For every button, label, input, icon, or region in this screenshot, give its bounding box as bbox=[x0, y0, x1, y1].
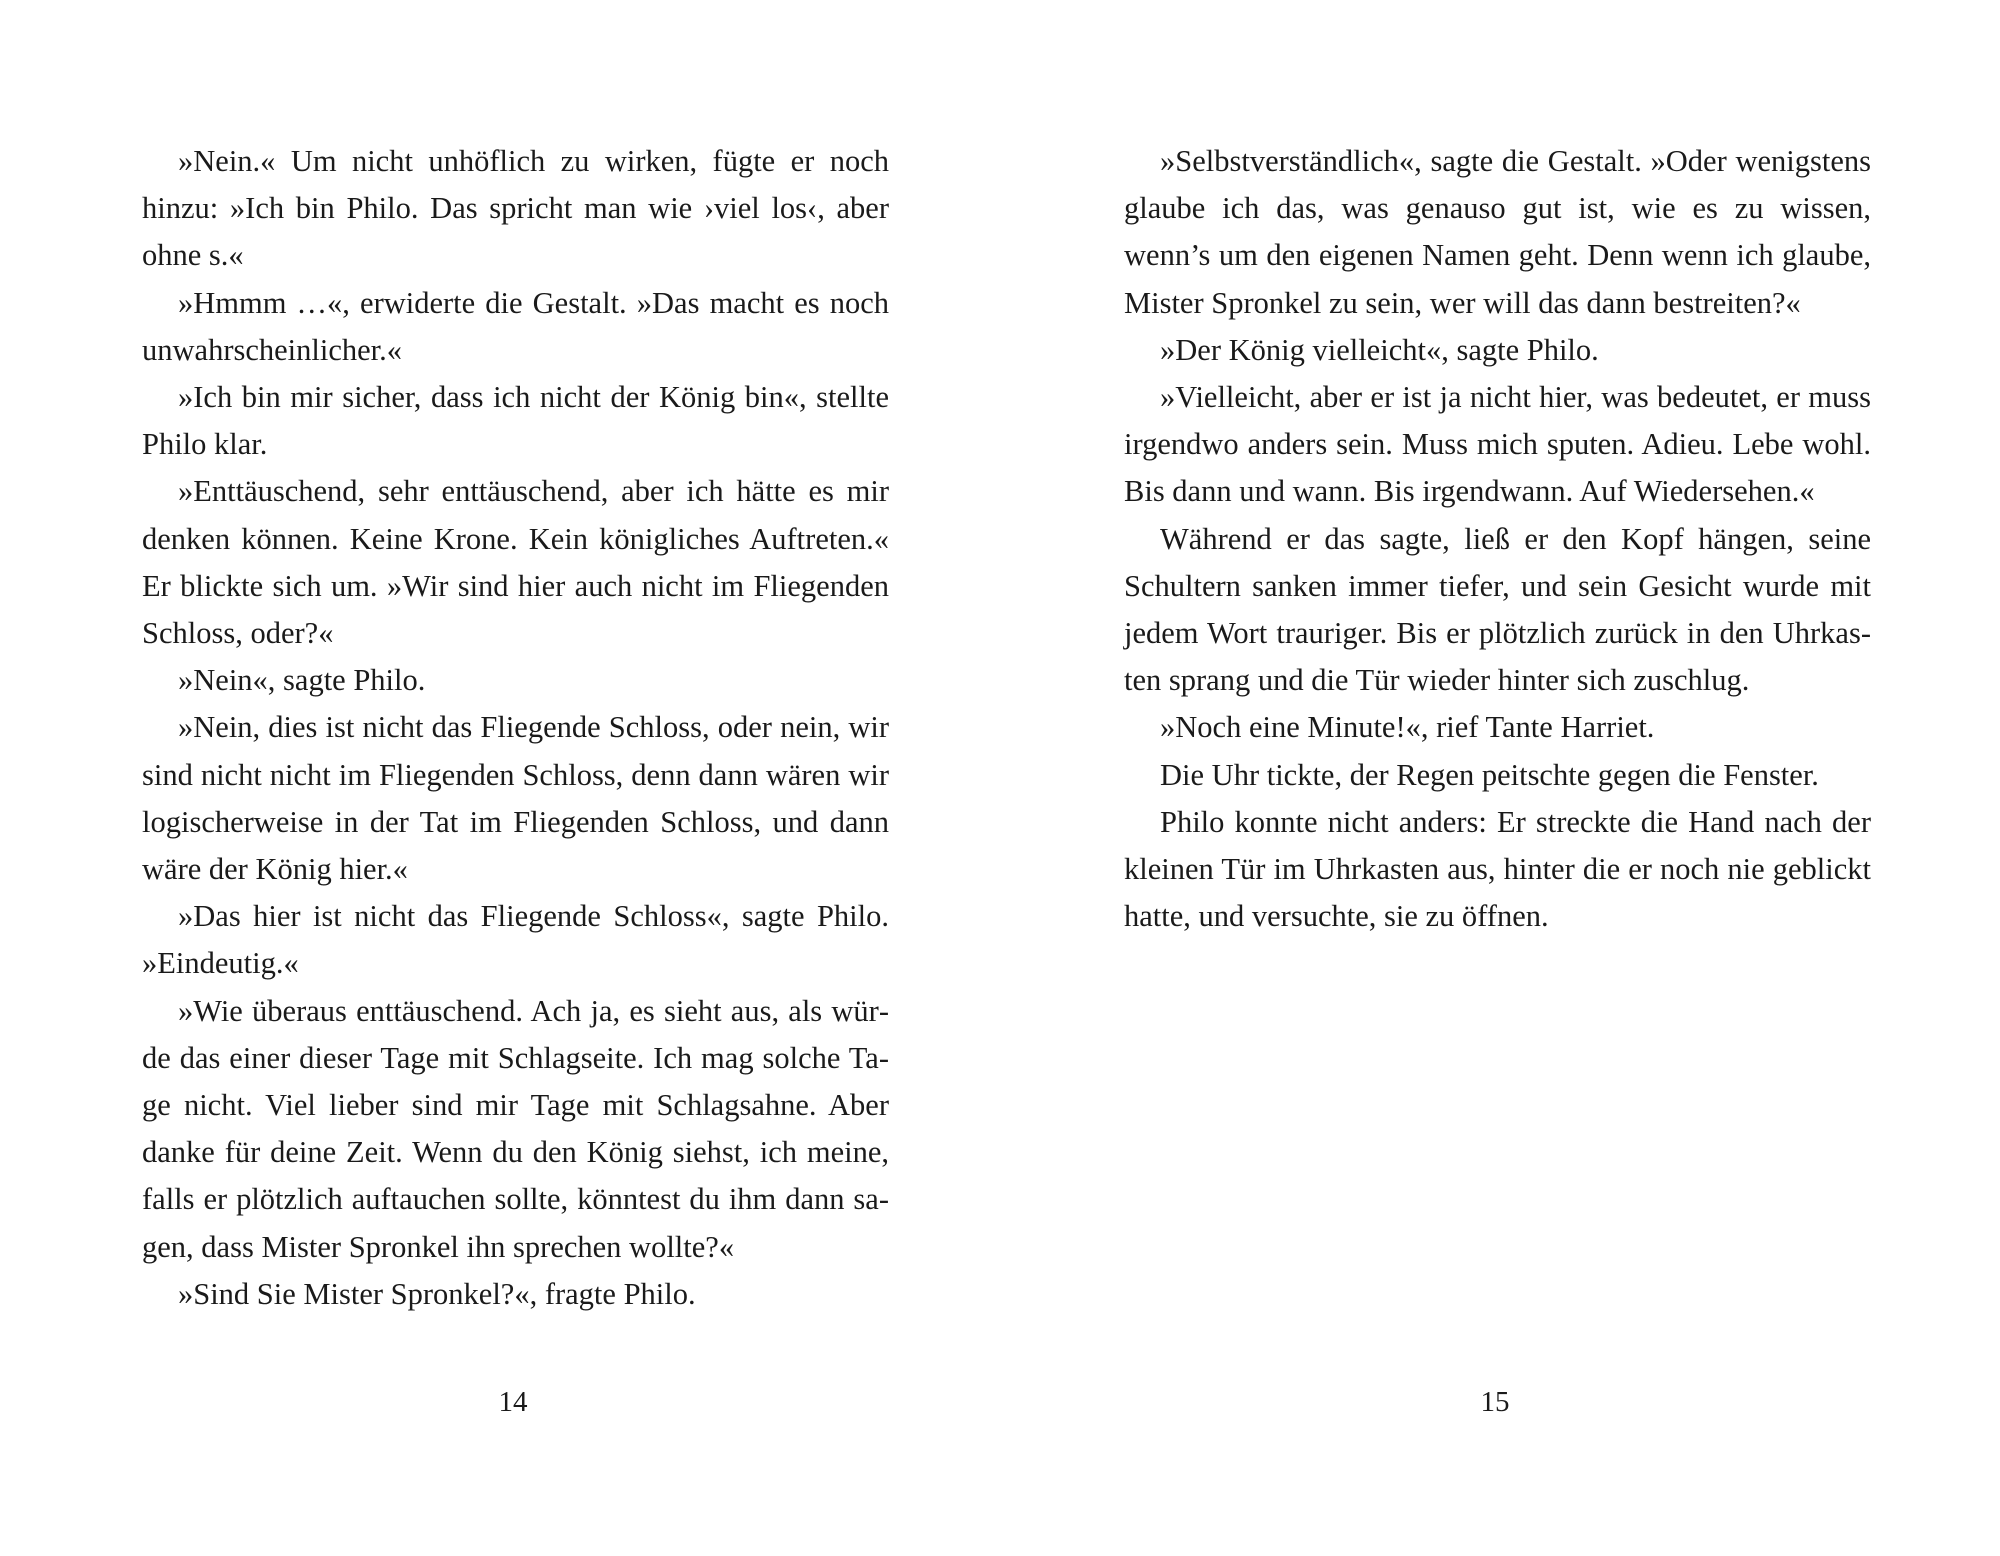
right-page bbox=[1000, 0, 2000, 1556]
paragraph: »Wie überaus enttäuschend. Ach ja, es sieht aus, als würde das einer dieser Tage mit Schlagseite. Ich mag solche Tage nicht. Viel lieber sind mir Tage mit Schlagsahne. Aber danke für deine Zeit. Wenn du den König siehst, ich meine, falls er plötzlich auftauchen sollte, könntest du ihm dann sagen, dass Mister Spronkel ihn sprechen wollte?« bbox=[142, 993, 889, 1264]
right-page-text bbox=[1124, 138, 1871, 940]
paragraph: »Der König vielleicht«, sagte Philo. bbox=[1160, 332, 1599, 367]
paragraph: Philo konnte nicht anders: Er streckte die Hand nach der kleinen Tür im Uhrkasten aus, hinter die er noch nie geblickt hatte, und versuchte, sie zu öffnen. bbox=[1124, 804, 1871, 934]
page-number-right: 15 bbox=[1480, 1386, 1510, 1418]
paragraph: »Hmmm …«, erwiderte die Gestalt. »Das macht es noch unwahrscheinlicher.« bbox=[142, 285, 889, 367]
paragraph: »Noch eine Minute!«, rief Tante Harriet. bbox=[1160, 710, 1655, 745]
paragraph: »Enttäuschend, sehr enttäuschend, aber ich hätte es mir denken können. Keine Krone. Kein königliches Auftreten.« Er blickte sich um. »Wir sind hier auch nicht im Fliegenden Schloss, oder?« bbox=[142, 474, 889, 651]
paragraph: »Selbstverständlich«, sagte die Gestalt. »Oder wenigstens glaube ich das, was genauso gut ist, wie es zu wissen, wenn’s um den eigenen Namen geht. Denn wenn ich glaube, Mister Spronkel zu sein, wer will das dann bestreiten?« bbox=[1124, 144, 1871, 320]
left-page-text bbox=[142, 138, 889, 1318]
paragraph: »Nein, dies ist nicht das Fliegende Schloss, oder nein, wir sind nicht nicht im Fliegenden Schloss, denn dann wären wir logischerweise in der Tat im Fliegenden Schloss, und dann wäre der König hier.« bbox=[142, 710, 889, 887]
paragraph: »Sind Sie Mister Spronkel?«, fragte Philo. bbox=[178, 1276, 696, 1311]
paragraph: »Nein«, sagte Philo. bbox=[178, 663, 426, 698]
paragraph: »Nein.« Um nicht unhöflich zu wirken, fügte er noch hinzu: »Ich bin Philo. Das spricht man wie ›viel los‹, aber ohne s.« bbox=[142, 144, 889, 273]
page-number-left: 14 bbox=[498, 1386, 528, 1418]
paragraph: Die Uhr tickte, der Regen peitschte gegen die Fenster. bbox=[1160, 757, 1819, 792]
paragraph: »Vielleicht, aber er ist ja nicht hier, was bedeutet, er muss irgendwo anders sein. Muss mich sputen. Adieu. Lebe wohl. Bis dann und wann. Bis irgendwann. Auf Wiedersehen.« bbox=[1124, 380, 1871, 509]
paragraph: »Das hier ist nicht das Fliegende Schloss«, sagte Philo. »Eindeutig.« bbox=[142, 899, 889, 981]
paragraph: »Ich bin mir sicher, dass ich nicht der König bin«, stellte Philo klar. bbox=[142, 380, 889, 462]
paragraph: Während er das sagte, ließ er den Kopf hängen, seine Schultern sanken immer tiefer, und sein Gesicht wurde mit jedem Wort trauriger. Bis er plötzlich zurück in den Uhrkasten sprang und die Tür wieder hinter sich zuschlug. bbox=[1124, 521, 1871, 698]
